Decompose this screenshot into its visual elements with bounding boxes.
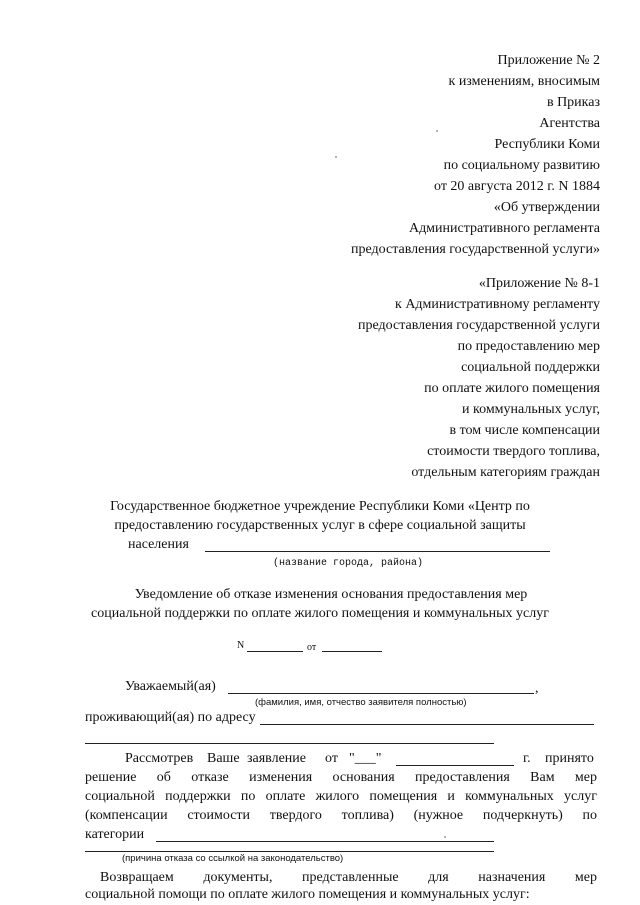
- name-field-caption: (фамилия, имя, отчество заявителя полностью): [255, 697, 467, 708]
- appendix-line-1: «Приложение № 8-1: [478, 276, 600, 291]
- appendix-line-7: и коммунальных услуг,: [462, 402, 600, 417]
- header-line-3: в Приказ: [546, 95, 600, 110]
- category-field-line: [156, 841, 494, 842]
- address-field-line-2: [85, 743, 494, 744]
- header-line-7: от 20 августа 2012 г. N 1884: [434, 179, 600, 194]
- p1-day-field: "___": [349, 751, 382, 766]
- notice-title-line-2: социальной поддержки по оплате жилого помещения и коммунальных услуг: [91, 606, 549, 621]
- header-line-1: Приложение № 2: [497, 53, 600, 68]
- p1-line-2: решение об отказе изменения основания предоставления Вам мер: [85, 770, 597, 785]
- date-field-line: [322, 651, 382, 652]
- header-line-9: Административного регламента: [408, 221, 600, 236]
- number-label: N: [237, 640, 245, 651]
- address-label: проживающий(ая) по адресу: [85, 710, 256, 725]
- appendix-line-5: социальной поддержки: [461, 360, 600, 375]
- appendix-line-3: предоставления государственной услуги: [358, 318, 600, 333]
- p1-line-5: категории: [85, 827, 145, 842]
- p2-line-1: Возвращаем документы, представленные для назначения мер: [100, 870, 597, 885]
- name-field-line: [228, 693, 534, 694]
- header-line-2: к изменениям, вносимым: [448, 74, 600, 89]
- institution-line-2: предоставлению государственных услуг в сфере социальной защиты: [114, 518, 526, 533]
- appendix-line-2: к Административному регламенту: [395, 297, 600, 312]
- number-field-line: [247, 651, 303, 652]
- city-field-caption: (название города, района): [273, 558, 424, 569]
- appendix-line-10: отдельным категориям граждан: [411, 465, 600, 480]
- greeting: Уважаемый(ая): [125, 679, 216, 694]
- greeting-comma: ,: [535, 681, 539, 696]
- scan-speck: [444, 836, 446, 838]
- p1-word-1: Рассмотрев: [125, 751, 194, 766]
- header-line-4: Агентства: [539, 116, 600, 131]
- p1-line-3: социальной поддержки по оплате жилого помещения и коммунальных услуг: [85, 789, 597, 804]
- appendix-line-4: по предоставлению мер: [457, 339, 600, 354]
- city-field-line: [205, 551, 550, 552]
- p1-date-field-line: [396, 765, 514, 766]
- p2-line-2: социальной помощи по оплате жилого помещения и коммунальных услуг:: [85, 887, 530, 902]
- reason-field-line: [85, 851, 494, 852]
- address-field-line-1: [260, 724, 594, 725]
- appendix-line-9: стоимости твердого топлива,: [427, 444, 600, 459]
- header-line-5: Республики Коми: [494, 137, 600, 152]
- reason-field-caption: (причина отказа со ссылкой на законодательство): [122, 853, 344, 864]
- institution-line-3: населения: [128, 537, 189, 552]
- scan-speck: [335, 156, 337, 158]
- appendix-line-8: в том числе компенсации: [449, 423, 600, 438]
- header-line-6: по социальному развитию: [443, 158, 600, 173]
- appendix-line-6: по оплате жилого помещения: [424, 381, 600, 396]
- date-label: от: [307, 642, 317, 653]
- p1-word-4: от: [325, 751, 338, 766]
- header-line-10: предоставления государственной услуги»: [351, 242, 600, 257]
- institution-line-1: Государственное бюджетное учреждение Республики Коми «Центр по: [110, 499, 530, 514]
- scan-speck: [436, 130, 438, 132]
- p1-word-6: принято: [545, 751, 594, 766]
- p1-word-5: г.: [523, 751, 531, 766]
- p1-word-2: Ваше: [207, 751, 240, 766]
- p1-word-3: заявление: [247, 751, 307, 766]
- p1-line-4: (компенсации стоимости твердого топлива) (нужное подчеркнуть) по: [85, 808, 597, 823]
- header-line-8: «Об утверждении: [493, 200, 600, 215]
- notice-title-line-1: Уведомление об отказе изменения основания предоставления мер: [134, 587, 528, 602]
